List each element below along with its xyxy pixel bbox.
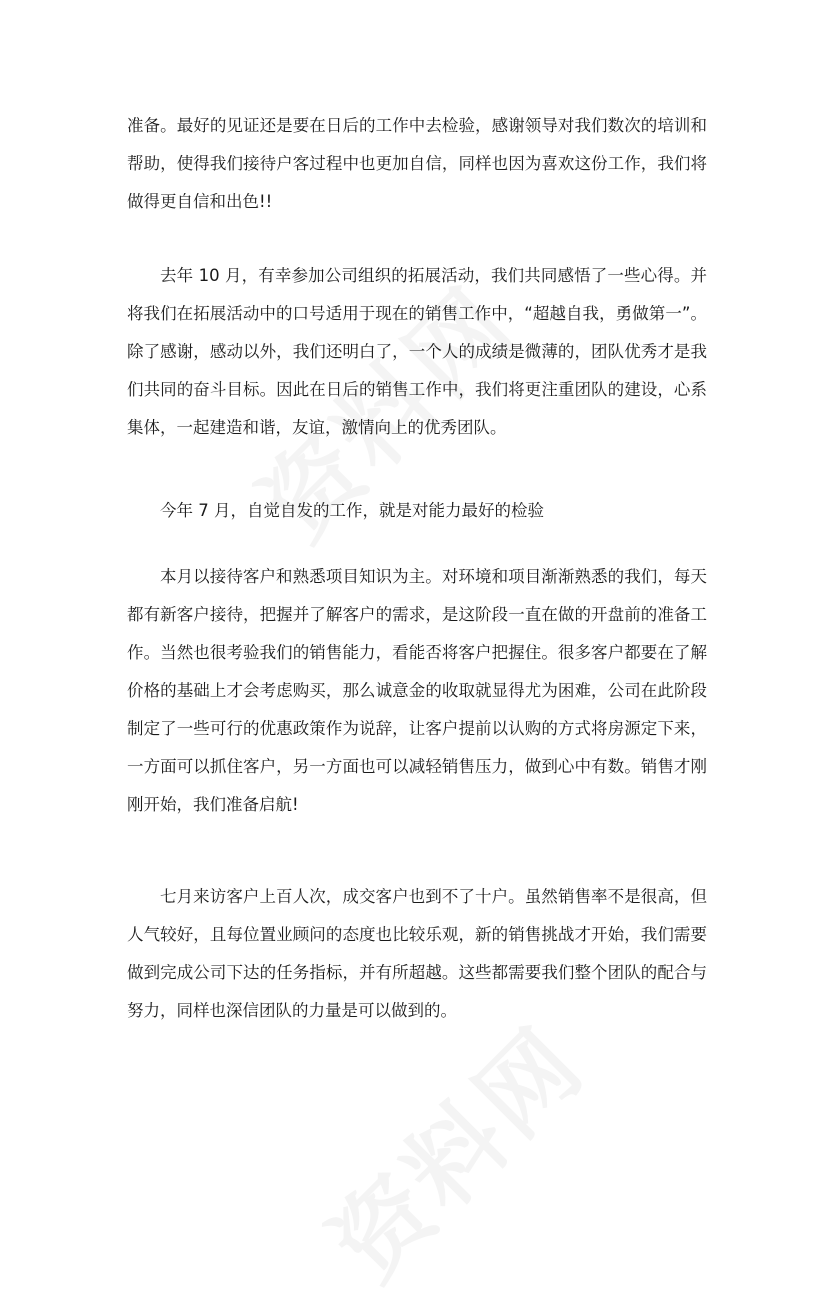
paragraph-team-building: 去年 10 月，有幸参加公司组织的拓展活动，我们共同感悟了一些心得。并将我们在拓展活动中的口号适用于现在的销售工作中，“超越自我，勇做第一”。除了感谢，感动以外，我们还明白了，一个人的成绩是微薄的，团队优秀才是我们共同的奋斗目标。因此在日后的销售工作中，我们将更注重团队的建设，心系集体，一起建造和谐，友谊，激情向上的优秀团队。 — [127, 266, 707, 437]
paragraph-july-heading: 今年 7 月，自觉自发的工作，就是对能力最好的检验 — [160, 501, 544, 520]
watermark — [296, 992, 609, 1305]
paragraph-july-visitors: 七月来访客户上百人次，成交客户也到不了十户。虽然销售率不是很高，但人气较好，且每位置业顾问的态度也比较乐观，新的销售挑战才开始，我们需要做到完成公司下达的任务指标，并有所超越。这些都需要我们整个团队的配合与努力，同样也深信团队的力量是可以做到的。 — [127, 887, 707, 1020]
paragraph-continuation: 准备。最好的见证还是要在日后的工作中去检验，感谢领导对我们数次的培训和帮助，使得我们接待户客过程中也更加自信，同样也因为喜欢这份工作，我们将做得更自信和出色!! — [127, 116, 707, 211]
paragraph-customer-reception: 本月以接待客户和熟悉项目知识为主。对环境和项目渐渐熟悉的我们，每天都有新客户接待，把握并了解客户的需求，是这阶段一直在做的开盘前的准备工作。当然也很考验我们的销售能力，看能否将客户把握住。很多客户都要在了解价格的基础上才会考虑购买，那么诚意金的收取就显得尤为困难，公司在此阶段制定了一些可行的优惠政策作为说辞，让客户提前以认购的方式将房源定下来，一方面可以抓住客户，另一方面也可以减轻销售压力，做到心中有数。销售才刚刚开始，我们准备启航! — [127, 567, 707, 814]
